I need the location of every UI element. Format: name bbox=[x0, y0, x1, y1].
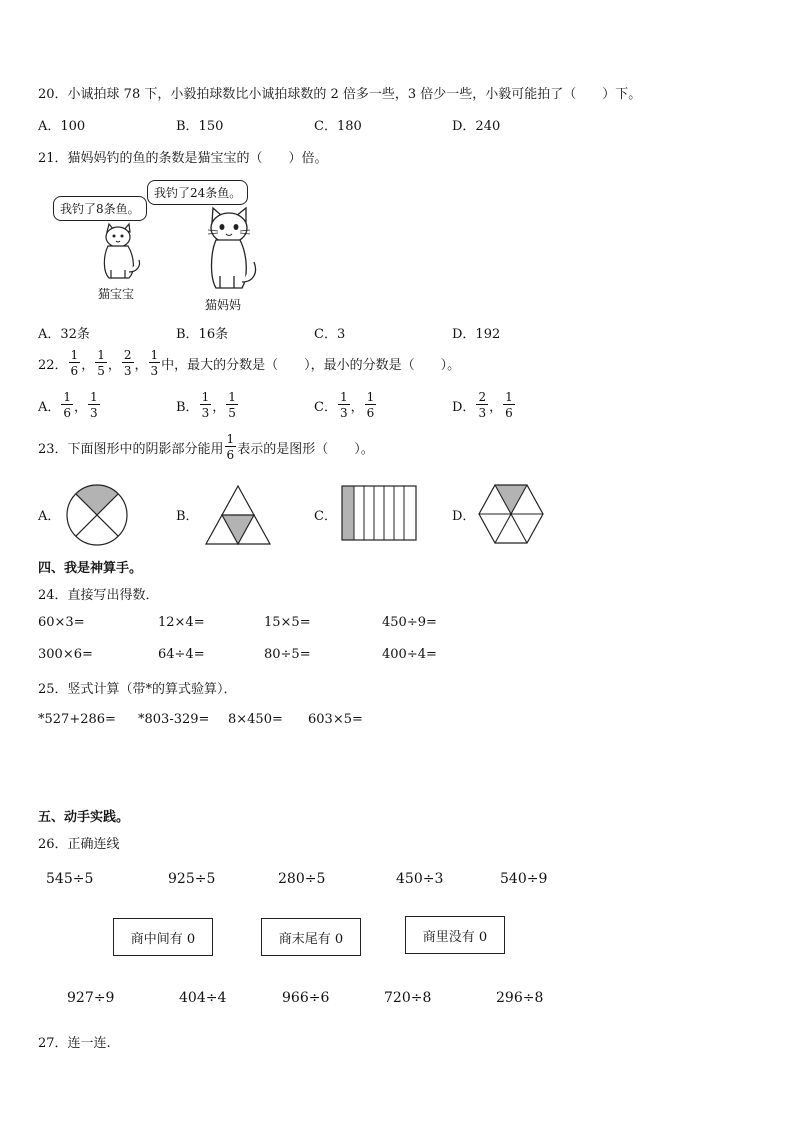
q24-item: 300×6= bbox=[38, 647, 93, 662]
q26-text: 26．正确连线 bbox=[38, 837, 120, 852]
q25-item: *527+286= bbox=[38, 712, 116, 727]
q22-option-d[interactable]: D． $\frac{2}{3}$ ， $\frac{1}{6}$ bbox=[452, 390, 513, 420]
q22-fraction-4: $\frac{1}{3}$ bbox=[150, 348, 159, 378]
q21-option-b[interactable]: B．16条 bbox=[176, 327, 229, 342]
q26-top-expression[interactable]: 545÷5 bbox=[46, 871, 94, 887]
section-5-heading: 五、动手实践。 bbox=[38, 810, 130, 825]
q26-top-expression[interactable]: 925÷5 bbox=[168, 871, 216, 887]
q26-top-expression[interactable]: 540÷9 bbox=[500, 871, 548, 887]
q24-item: 80÷5= bbox=[264, 647, 311, 662]
q26-box-quotient-end-zero[interactable]: 商末尾有 0 bbox=[261, 918, 361, 956]
q21-text: 21．猫妈妈钓的鱼的条数是猫宝宝的（ ）倍。 bbox=[38, 151, 328, 166]
q24-item: 15×5= bbox=[264, 615, 311, 630]
q24-item: 60×3= bbox=[38, 615, 85, 630]
triangle-quarters-figure[interactable] bbox=[204, 484, 272, 546]
q23-option-a-label[interactable]: A． bbox=[38, 509, 61, 524]
q24-item: 450÷9= bbox=[382, 615, 437, 630]
q23-option-b-label[interactable]: B． bbox=[176, 509, 199, 524]
q20-option-d[interactable]: D．240 bbox=[452, 119, 501, 134]
q22-text: 22． $\frac{1}{6}$ ， $\frac{1}{5}$ ， $\frac{2}{3}$ ， $\frac{1}{3}$ 中，最大的分数是（ ），最小的分数是（ ）。 bbox=[38, 348, 461, 378]
mom-cat-label: 猫妈妈 bbox=[205, 298, 242, 312]
q24-item: 12×4= bbox=[158, 615, 205, 630]
q27-text: 27．连一连. bbox=[38, 1036, 111, 1051]
q21-option-d[interactable]: D．192 bbox=[452, 327, 501, 342]
q25-text: 25．竖式计算（带*的算式验算）． bbox=[38, 682, 237, 697]
q22-fraction-1: $\frac{1}{6}$ bbox=[70, 348, 79, 378]
q26-bottom-expression[interactable]: 296÷8 bbox=[496, 990, 544, 1006]
q22-option-a[interactable]: A． $\frac{1}{6}$ ， $\frac{1}{3}$ bbox=[38, 390, 98, 420]
q23-text: 23．下面图形中的阴影部分能用 $\frac{1}{6}$ 表示的是图形（ ）。 bbox=[38, 432, 374, 462]
q22-option-c[interactable]: C． $\frac{1}{3}$ ， $\frac{1}{6}$ bbox=[314, 390, 375, 420]
circle-quarters-figure[interactable] bbox=[64, 482, 130, 548]
mom-cat-illustration bbox=[200, 206, 260, 294]
q23-fraction: $\frac{1}{6}$ bbox=[226, 432, 235, 462]
q26-bottom-expression[interactable]: 927÷9 bbox=[67, 990, 115, 1006]
q22-fraction-3: $\frac{2}{3}$ bbox=[123, 348, 132, 378]
q25-item: *803-329= bbox=[138, 712, 210, 727]
q26-box-quotient-no-zero[interactable]: 商里没有 0 bbox=[405, 916, 505, 954]
q24-item: 400÷4= bbox=[382, 647, 437, 662]
q21-option-a[interactable]: A．32条 bbox=[38, 327, 90, 342]
mom-cat-speech-bubble: 我钓了24条鱼。 bbox=[147, 180, 248, 205]
q26-box-quotient-middle-zero[interactable]: 商中间有 0 bbox=[113, 918, 213, 956]
q24-item: 64÷4= bbox=[158, 647, 205, 662]
baby-cat-speech-bubble: 我钓了8条鱼。 bbox=[53, 196, 147, 221]
baby-cat-label: 猫宝宝 bbox=[98, 287, 135, 301]
baby-cat-illustration bbox=[95, 222, 145, 282]
q25-item: 603×5= bbox=[308, 712, 363, 727]
q23-option-d-label[interactable]: D． bbox=[452, 509, 476, 524]
q20-option-b[interactable]: B．150 bbox=[176, 119, 224, 134]
q25-item: 8×450= bbox=[228, 712, 283, 727]
hexagon-sixths-figure[interactable] bbox=[476, 482, 546, 546]
q26-bottom-expression[interactable]: 966÷6 bbox=[282, 990, 330, 1006]
section-4-heading: 四、我是神算手。 bbox=[38, 561, 143, 576]
q20-option-a[interactable]: A．100 bbox=[38, 119, 86, 134]
q22-option-b[interactable]: B． $\frac{1}{3}$ ， $\frac{1}{5}$ bbox=[176, 390, 236, 420]
q23-option-c-label[interactable]: C． bbox=[314, 509, 337, 524]
q26-top-expression[interactable]: 450÷3 bbox=[396, 871, 444, 887]
rectangle-strips-figure[interactable] bbox=[340, 484, 418, 542]
q26-bottom-expression[interactable]: 720÷8 bbox=[384, 990, 432, 1006]
q22-fraction-2: $\frac{1}{5}$ bbox=[97, 348, 105, 378]
q20-option-c[interactable]: C．180 bbox=[314, 119, 362, 134]
q20-text: 20．小诚拍球 78 下，小毅拍球数比小诚拍球数的 2 倍多一些，3 倍少一些，小毅可能拍了（ ）下。 bbox=[38, 87, 642, 102]
q24-text: 24．直接写出得数． bbox=[38, 588, 159, 603]
q21-option-c[interactable]: C．3 bbox=[314, 327, 346, 342]
q26-bottom-expression[interactable]: 404÷4 bbox=[179, 990, 227, 1006]
q26-top-expression[interactable]: 280÷5 bbox=[278, 871, 326, 887]
